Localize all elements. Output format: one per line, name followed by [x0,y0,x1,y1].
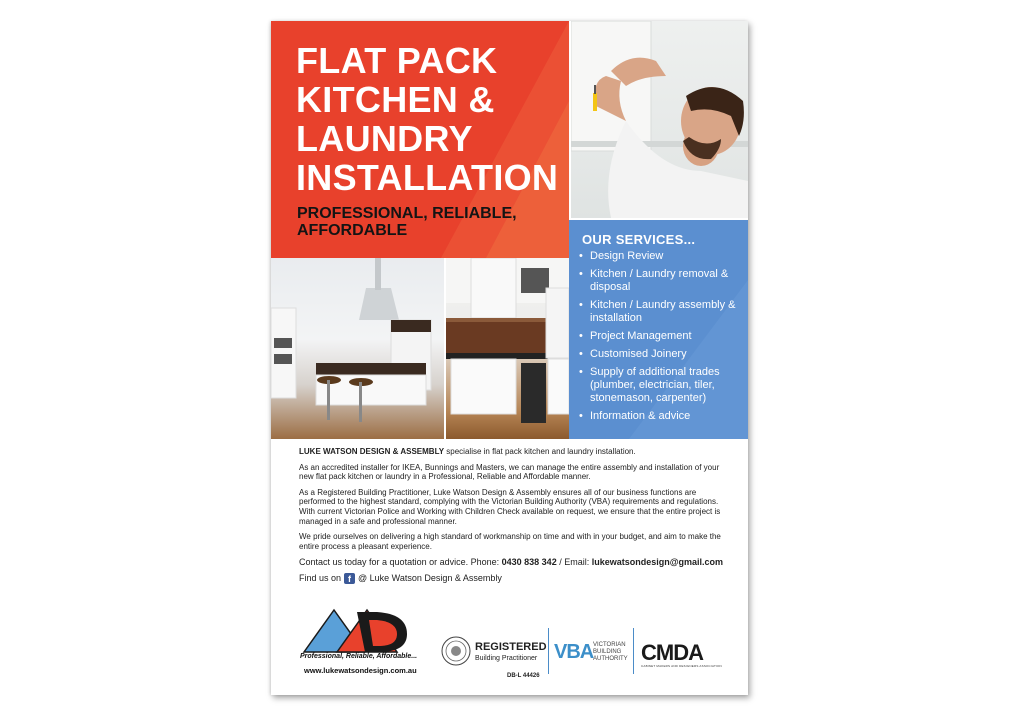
hero-title [296,41,558,197]
accreditation-paragraph: As an accredited installer for IKEA, Bunnings and Masters, we can manage the entire assembly and installation of your new flat pack kitchen or laundry in a Professional, Reliable and Affordable manner. [299,462,720,482]
hero-title-line: LAUNDRY [296,118,473,159]
vba-name [593,642,628,663]
services-list [578,250,743,428]
facebook-line [299,573,724,584]
services-panel [569,220,748,439]
service-item: • Kitchen / Laundry removal & disposal [578,268,743,294]
website-link[interactable]: www.lukewatsondesign.com.au [304,666,417,675]
vba-line: VICTORIAN [593,642,626,648]
kitchen-photo-2 [446,258,569,439]
hero-title-line: INSTALLATION [296,157,559,198]
service-item: • Customised Joinery [578,348,743,361]
pride-paragraph: We pride ourselves on delivering a high standard of workmanship on time and with in your budget, and aim to make the entire process a pleasant experience. [299,532,721,551]
facebook-icon[interactable]: f [344,573,355,584]
intro-text: specialise in flat pack kitchen and laundry installation. [444,447,636,456]
kitchen-photo-1 [271,258,444,439]
service-item: • Supply of additional trades (plumber, electrician, tiler, stonemason, carpenter) [578,366,743,405]
hero-subtitle-line: PROFESSIONAL, RELIABLE, [297,205,517,222]
installer-photo [571,21,748,218]
registered-seal-icon [441,636,471,666]
hero-title-line: FLAT PACK [296,40,498,81]
hero-subtitle [297,205,517,239]
installer-illustration [571,21,748,218]
cmda-logo: CMDA [641,640,703,665]
hero-banner [271,21,569,258]
email-label: / Email: [556,557,592,568]
registration-paragraph: As a Registered Building Practitioner, Luke Watson Design & Assembly ensures all of our business functions are performed to the highest standard, complying with the Victorian Building Authority (VBA) requirements and regulations. With current Victorian Police and Working with Children Check available on request, we ensure that the entire project is managed in a safe and professional manner. [299,487,721,526]
registered-title: REGISTERED [475,641,547,653]
registered-subtitle: Building Practitioner [475,655,538,662]
vba-logo: VBA [554,641,594,663]
company-name: LUKE WATSON DESIGN & ASSEMBLY [299,447,445,456]
hero-title-line: KITCHEN & [296,79,495,120]
service-item: • Information & advice [578,410,743,423]
services-title: OUR SERVICES... [582,232,696,247]
accreditation-badges [441,626,741,679]
contact-line [299,557,724,568]
find-us-label: Find us on [299,573,342,584]
vba-line: BUILDING [593,649,622,655]
service-item: • Design Review [578,250,743,263]
hero-subtitle-line: AFFORDABLE [297,222,408,239]
intro-paragraph [299,447,724,457]
email-address[interactable]: lukewatsondesign@gmail.com [591,557,724,568]
kitchen-illustration-2 [446,258,569,439]
flyer [271,21,748,695]
body-copy [299,447,724,584]
service-item: • Project Management [578,330,743,343]
kitchen-illustration-1 [271,258,444,439]
badge-divider [548,628,549,674]
service-item: • Kitchen / Laundry assembly & installation [578,299,743,325]
facebook-handle[interactable]: @ Luke Watson Design & Assembly [358,573,502,584]
cmda-subtitle: CABINET MAKERS AND DESIGNERS ASSOCIATION [641,664,722,668]
registration-code: DB-L 44426 [507,673,540,679]
phone-number[interactable]: 0430 838 342 [501,557,557,568]
vba-line: AUTHORITY [593,656,628,662]
logo-tagline: Professional, Reliable, Affordable... [300,653,418,660]
contact-intro: Contact us today for a quotation or advice. Phone: [299,557,502,568]
badge-divider [633,628,634,674]
